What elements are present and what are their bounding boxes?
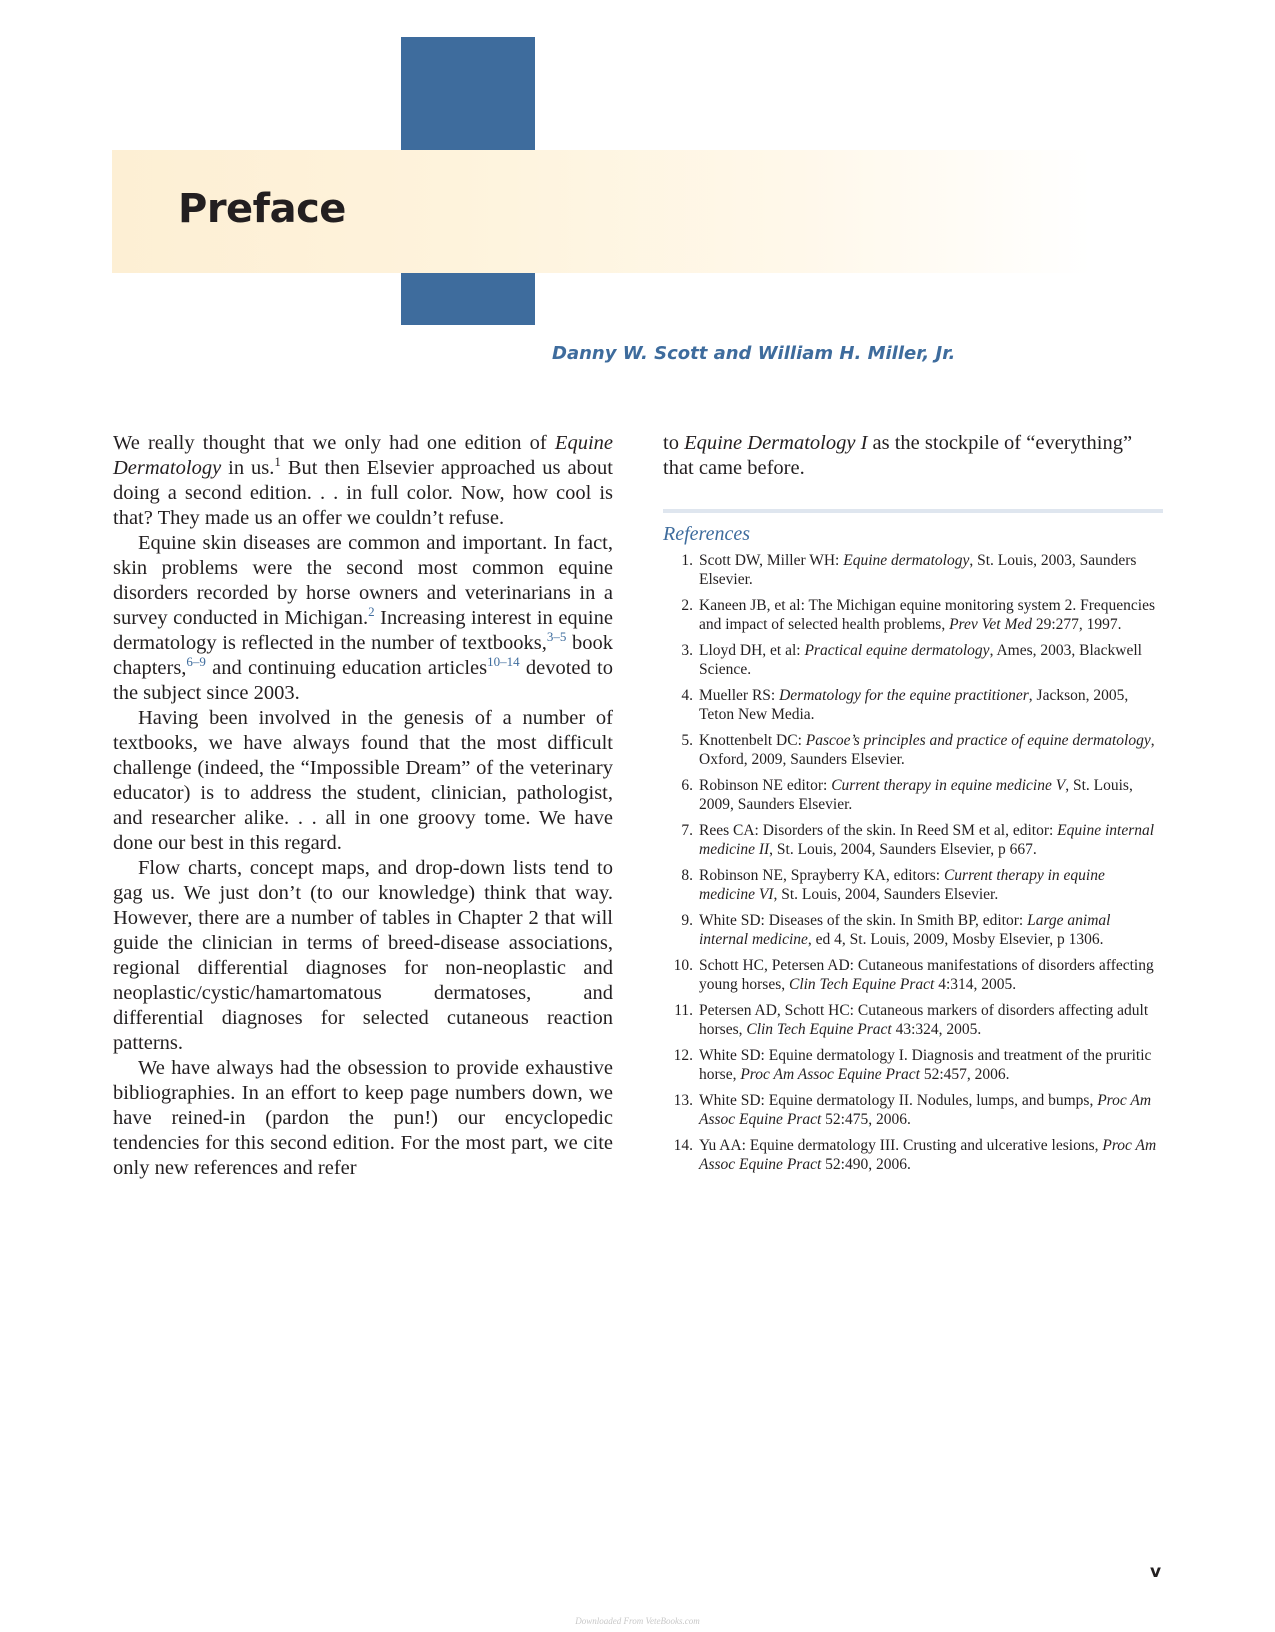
decorative-block-top [401, 37, 535, 150]
reference-number: 4. [681, 687, 693, 704]
reference-number: 13. [673, 1092, 693, 1109]
text-span: book chapters, [113, 632, 613, 679]
references-list [663, 551, 1163, 1181]
citation-link[interactable]: 10–14 [487, 654, 520, 670]
reference-item [663, 956, 1163, 994]
reference-item [663, 686, 1163, 724]
text-span: in us. [221, 457, 275, 479]
text-span: and continuing education articles [205, 657, 488, 679]
references-divider [663, 509, 1163, 513]
text-span: as the stockpile of “everything” that came before. [663, 432, 1133, 479]
reference-source: Dermatology for the equine practitioner [779, 687, 1029, 704]
reference-number: 14. [673, 1137, 693, 1154]
body-column-right [663, 431, 1163, 1173]
citation-link[interactable]: 3–5 [546, 629, 567, 645]
reference-source: Pascoe’s principles and practice of equine dermatology [805, 732, 1151, 749]
reference-item [663, 641, 1163, 679]
reference-text: , St. Louis, 2009, Saunders Elsevier. [699, 777, 1133, 813]
reference-text: , St. Louis, 2003, Saunders Elsevier. [699, 552, 1137, 588]
reference-source: Equine internal medicine II [699, 822, 1155, 858]
reference-text: Robinson NE, Sprayberry KA, editors: [699, 867, 944, 884]
text-span: But then Elsevier approached us about doing a second edition. . . in full color. Now, how cool is that? They made us an offer we couldn’t refuse. [113, 457, 613, 529]
page-title: Preface [178, 186, 346, 232]
reference-text: Petersen AD, Schott HC: Cutaneous markers of disorders affecting adult horses, [699, 1002, 1149, 1038]
reference-source: Practical equine dermatology [804, 642, 990, 659]
reference-text: White SD: Equine dermatology I. Diagnosis and treatment of the pruritic horse, [699, 1047, 1152, 1083]
reference-text: 4:314, 2005. [934, 976, 1017, 993]
reference-number: 7. [681, 822, 693, 839]
decorative-block-bottom [401, 273, 535, 325]
citation-link[interactable]: 6–9 [186, 654, 206, 670]
reference-source: Proc Am Assoc Equine Pract [699, 1092, 1152, 1128]
reference-text: Rees CA: Disorders of the skin. In Reed SM et al, editor: [699, 822, 1058, 839]
reference-number: 12. [673, 1047, 693, 1064]
paragraph-2 [113, 531, 613, 706]
reference-text: White SD: Diseases of the skin. In Smith BP, editor: [699, 912, 1028, 929]
reference-text: 52:490, 2006. [821, 1156, 911, 1173]
reference-item [663, 1091, 1163, 1129]
text-span: We really thought that we only had one edition of [113, 432, 555, 454]
reference-number: 11. [674, 1002, 693, 1019]
reference-source: Large animal internal medicine [699, 912, 1111, 948]
reference-text: , Ames, 2003, Blackwell Science. [699, 642, 1142, 678]
text-span: Equine skin diseases are common and important. In fact, skin problems were the second most common equine disorders recorded by horse owners and veterinarians in a survey conducted in Michigan. [113, 532, 613, 629]
reference-number: 10. [673, 957, 693, 974]
watermark: Downloaded From VeteBooks.com [575, 1616, 700, 1626]
reference-number: 3. [681, 642, 693, 659]
reference-number: 8. [681, 867, 693, 884]
reference-source: Clin Tech Equine Pract [746, 1021, 892, 1038]
reference-item [663, 776, 1163, 814]
text-span: to [663, 432, 685, 454]
reference-text: , St. Louis, 2004, Saunders Elsevier, p 667. [769, 841, 1037, 858]
text-span: devoted to the subject since 2003. [113, 657, 613, 704]
reference-item [663, 731, 1163, 769]
authors-line: Danny W. Scott and William H. Miller, Jr. [552, 343, 956, 364]
reference-item [663, 821, 1163, 859]
reference-item [663, 1136, 1163, 1174]
reference-text: , Oxford, 2009, Saunders Elsevier. [699, 732, 1155, 768]
reference-item [663, 596, 1163, 634]
reference-text: Mueller RS: [699, 687, 780, 704]
reference-text: 52:457, 2006. [920, 1066, 1010, 1083]
reference-item [663, 866, 1163, 904]
page-number: v [1150, 1562, 1162, 1582]
paragraph-1 [113, 431, 613, 531]
reference-text: 29:277, 1997. [1032, 616, 1122, 633]
reference-source: Current therapy in equine medicine VI [699, 867, 1105, 903]
reference-source: Prev Vet Med [949, 616, 1032, 633]
reference-source: Proc Am Assoc Equine Pract [699, 1137, 1157, 1173]
reference-item [663, 1046, 1163, 1084]
reference-text: Yu AA: Equine dermatology III. Crusting and ulcerative lesions, [699, 1137, 1103, 1154]
reference-text: 52:475, 2006. [821, 1111, 911, 1128]
reference-text: Knottenbelt DC: [699, 732, 806, 749]
book-title: Equine Dermatology [113, 432, 613, 479]
reference-text: Kaneen JB, et al: The Michigan equine monitoring system 2. Frequencies and impact of selected health problems, [699, 597, 1156, 633]
reference-number: 6. [681, 777, 693, 794]
references-heading: References [663, 523, 750, 545]
reference-text: Robinson NE editor: [699, 777, 832, 794]
reference-item [663, 1001, 1163, 1039]
reference-text: Scott DW, Miller WH: [699, 552, 844, 569]
reference-text: , Jackson, 2005, Teton New Media. [699, 687, 1129, 723]
reference-item [663, 551, 1163, 589]
reference-text: , St. Louis, 2004, Saunders Elsevier. [773, 886, 999, 903]
reference-source: Current therapy in equine medicine V [831, 777, 1066, 794]
reference-text: Lloyd DH, et al: [699, 642, 805, 659]
reference-number: 2. [681, 597, 693, 614]
text-span: Increasing interest in equine dermatology is reflected in the number of textbooks, [113, 607, 613, 654]
reference-number: 9. [681, 912, 693, 929]
reference-text: 43:324, 2005. [891, 1021, 982, 1038]
citation-superscript: 1 [274, 454, 281, 470]
reference-source: Proc Am Assoc Equine Pract [740, 1066, 920, 1083]
paragraph-3: Having been involved in the genesis of a number of textbooks, we have always found that the most difficult challenge (indeed, the “Impossible Dream” of the veterinary educator) is to address the student, clinician, pathologist, and researcher alike. . . all in one groovy tome. We have done our best in this regard. [113, 707, 613, 854]
reference-source: Clin Tech Equine Pract [788, 976, 935, 993]
reference-text: , ed 4, St. Louis, 2009, Mosby Elsevier, p 1306. [807, 931, 1104, 948]
reference-item [663, 911, 1163, 949]
reference-text: Schott HC, Petersen AD: Cutaneous manifestations of disorders affecting young horses, [699, 957, 1154, 993]
book-title: Equine Dermatology I [684, 432, 868, 454]
paragraph-5: We have always had the obsession to provide exhaustive bibliographies. In an effort to keep page numbers down, we have reined-in (pardon the pun!) our encyclopedic tendencies for this second edition. For the most part, we cite only new references and refer [113, 1057, 613, 1179]
citation-link[interactable]: 2 [368, 604, 375, 620]
reference-number: 1. [681, 552, 693, 569]
reference-text: White SD: Equine dermatology II. Nodules, lumps, and bumps, [699, 1092, 1098, 1109]
paragraph-4: Flow charts, concept maps, and drop-down lists tend to gag us. We just don’t (to our knowledge) think that way. However, there are a number of tables in Chapter 2 that will guide the clinician in terms of breed-disease associations, regional differential diagnoses for non-neoplastic and neoplastic/cystic/hamartomatous dermatoses, and differential diagnoses for selected cutaneous reaction patterns. [113, 857, 613, 1054]
reference-source: Equine dermatology [843, 552, 970, 569]
reference-number: 5. [681, 732, 693, 749]
body-column-left [113, 431, 613, 1181]
paragraph-5-continued [663, 431, 1163, 481]
